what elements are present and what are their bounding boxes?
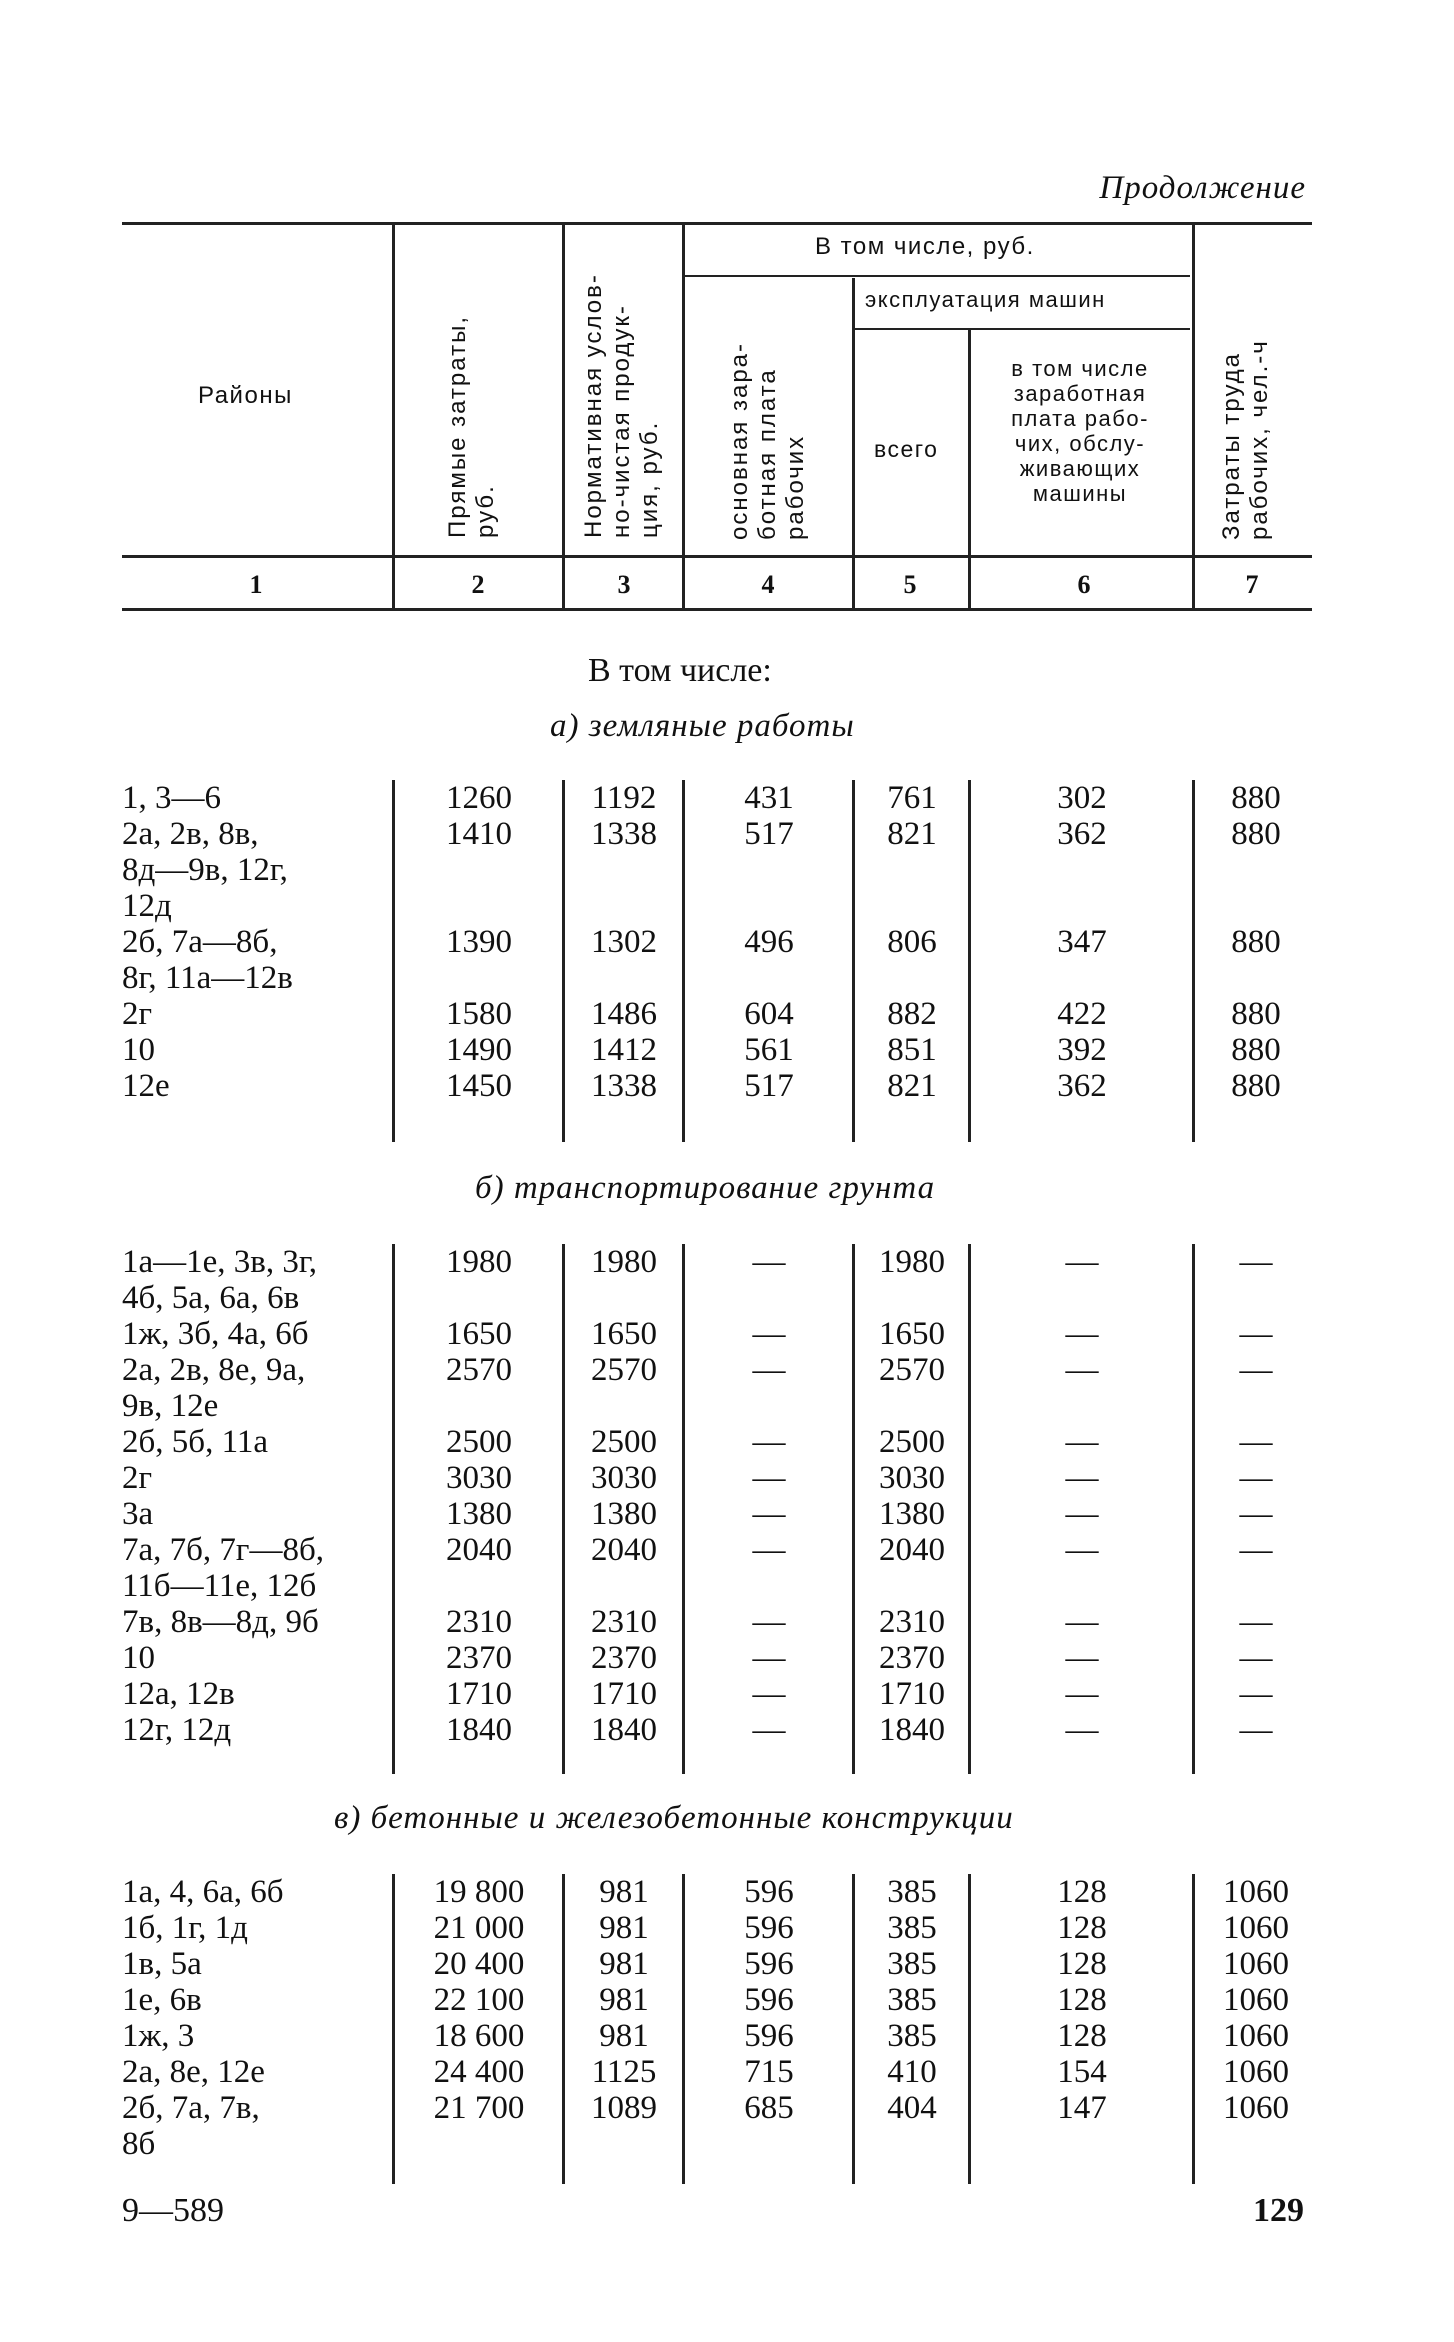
value-cell-c2: 1390 [446, 924, 512, 960]
value-cell-c6: — [1065, 1316, 1099, 1352]
section-vline-1 [392, 1244, 395, 1774]
value-cell-c7: — [1239, 1316, 1273, 1352]
value-cell-c2: 21 000 [433, 1910, 525, 1946]
section-vline-2 [562, 1874, 565, 2184]
value-cell-c2: 1490 [446, 1032, 512, 1068]
section-vline-5 [968, 780, 971, 1142]
colnum-5: 5 [903, 570, 917, 599]
value-cell-c7: 1060 [1223, 2090, 1289, 2126]
region-cell: 2а, 2в, 8е, 9а, 9в, 12е [122, 1352, 306, 1424]
value-cell-c4: — [752, 1352, 786, 1388]
value-cell-c3: 3030 [591, 1460, 657, 1496]
value-cell-c2: 2040 [446, 1532, 512, 1568]
region-cell: 2г [122, 1460, 153, 1496]
value-cell-c4: — [752, 1532, 786, 1568]
value-cell-c6: — [1065, 1244, 1099, 1280]
region-cell: 1е, 6в [122, 1982, 202, 2018]
value-cell-c7: — [1239, 1712, 1273, 1748]
value-cell-c4: 431 [744, 780, 794, 816]
value-cell-c6: 347 [1057, 924, 1107, 960]
value-cell-c2: 18 600 [433, 2018, 525, 2054]
value-cell-c6: — [1065, 1460, 1099, 1496]
value-cell-c5: 385 [887, 1874, 937, 1910]
header-subgroup: эксплуатация машин [865, 287, 1106, 312]
value-cell-c6: 128 [1057, 1910, 1107, 1946]
value-cell-c7: — [1239, 1460, 1273, 1496]
value-cell-c2: 22 100 [433, 1982, 525, 2018]
value-cell-c6: 154 [1057, 2054, 1107, 2090]
header-col5: всего [874, 436, 939, 462]
value-cell-c6: 128 [1057, 1946, 1107, 1982]
value-cell-c6: 392 [1057, 1032, 1107, 1068]
value-cell-c7: 880 [1231, 1068, 1281, 1104]
header-col3: Нормативная услов- но-чистая продук- ция, руб. [580, 273, 663, 538]
header-vline-5 [968, 330, 971, 608]
value-cell-c5: 806 [887, 924, 937, 960]
colnum-3: 3 [617, 570, 631, 599]
value-cell-c7: 1060 [1223, 2054, 1289, 2090]
intro-text: В том числе: [588, 652, 772, 689]
value-cell-c7: — [1239, 1352, 1273, 1388]
value-cell-c2: 20 400 [433, 1946, 525, 1982]
region-cell: 2б, 5б, 11а [122, 1424, 269, 1460]
section-title-c: в) бетонные и железобетонные конструкции [334, 1800, 1014, 1836]
region-cell: 3а [122, 1496, 154, 1532]
value-cell-c5: 385 [887, 2018, 937, 2054]
section-vline-2 [562, 780, 565, 1142]
footer-signature: 9—589 [122, 2192, 224, 2229]
region-cell: 1ж, 3 [122, 2018, 195, 2054]
value-cell-c7: 880 [1231, 1032, 1281, 1068]
region-cell: 1б, 1г, 1д [122, 1910, 248, 1946]
value-cell-c5: 2040 [879, 1532, 945, 1568]
region-cell: 12а, 12в [122, 1676, 235, 1712]
header-col2: Прямые затраты, руб. [444, 315, 499, 538]
value-cell-c3: 1089 [591, 2090, 657, 2126]
section-vline-1 [392, 1874, 395, 2184]
value-cell-c5: 385 [887, 1910, 937, 1946]
value-cell-c4: — [752, 1244, 786, 1280]
value-cell-c5: 1980 [879, 1244, 945, 1280]
region-cell: 12е [122, 1068, 170, 1104]
value-cell-c6: — [1065, 1496, 1099, 1532]
value-cell-c3: 981 [599, 1910, 649, 1946]
header-vline-2 [562, 222, 565, 608]
region-cell: 1ж, 3б, 4а, 6б [122, 1316, 309, 1352]
value-cell-c5: 3030 [879, 1460, 945, 1496]
value-cell-c3: 1710 [591, 1676, 657, 1712]
value-cell-c7: 1060 [1223, 1910, 1289, 1946]
value-cell-c5: 1650 [879, 1316, 945, 1352]
value-cell-c3: 1338 [591, 1068, 657, 1104]
region-cell: 12г, 12д [122, 1712, 232, 1748]
value-cell-c5: 2500 [879, 1424, 945, 1460]
value-cell-c5: 2310 [879, 1604, 945, 1640]
value-cell-c7: 1060 [1223, 1874, 1289, 1910]
value-cell-c4: — [752, 1496, 786, 1532]
value-cell-c5: 851 [887, 1032, 937, 1068]
value-cell-c3: 981 [599, 1946, 649, 1982]
value-cell-c3: 1380 [591, 1496, 657, 1532]
value-cell-c7: — [1239, 1424, 1273, 1460]
value-cell-c4: — [752, 1460, 786, 1496]
value-cell-c3: 2310 [591, 1604, 657, 1640]
value-cell-c7: — [1239, 1640, 1273, 1676]
subgroup-rule [852, 328, 1190, 330]
value-cell-c6: — [1065, 1712, 1099, 1748]
header-mid-rule [122, 555, 1312, 558]
value-cell-c6: — [1065, 1532, 1099, 1568]
value-cell-c2: 1410 [446, 816, 512, 852]
value-cell-c2: 2570 [446, 1352, 512, 1388]
value-cell-c2: 1710 [446, 1676, 512, 1712]
value-cell-c6: 147 [1057, 2090, 1107, 2126]
value-cell-c4: — [752, 1676, 786, 1712]
value-cell-c5: 404 [887, 2090, 937, 2126]
value-cell-c4: — [752, 1640, 786, 1676]
value-cell-c6: 362 [1057, 1068, 1107, 1104]
colnum-4: 4 [761, 570, 775, 599]
value-cell-c7: — [1239, 1604, 1273, 1640]
value-cell-c3: 981 [599, 2018, 649, 2054]
colnum-7: 7 [1245, 570, 1259, 599]
header-bottom-rule [122, 608, 1312, 611]
region-cell: 2а, 8е, 12е [122, 2054, 265, 2090]
value-cell-c7: 1060 [1223, 2018, 1289, 2054]
value-cell-c3: 1980 [591, 1244, 657, 1280]
value-cell-c4: 496 [744, 924, 794, 960]
value-cell-c3: 1338 [591, 816, 657, 852]
value-cell-c4: 561 [744, 1032, 794, 1068]
value-cell-c5: 761 [887, 780, 937, 816]
value-cell-c6: 128 [1057, 1982, 1107, 2018]
value-cell-c7: — [1239, 1676, 1273, 1712]
region-cell: 1а, 4, 6а, 6б [122, 1874, 284, 1910]
value-cell-c2: 2370 [446, 1640, 512, 1676]
header-vline-3 [682, 222, 685, 608]
value-cell-c5: 385 [887, 1946, 937, 1982]
value-cell-c5: 385 [887, 1982, 937, 2018]
value-cell-c5: 1840 [879, 1712, 945, 1748]
value-cell-c6: — [1065, 1676, 1099, 1712]
value-cell-c7: 880 [1231, 996, 1281, 1032]
section-vline-5 [968, 1244, 971, 1774]
colnum-2: 2 [471, 570, 485, 599]
value-cell-c2: 19 800 [433, 1874, 525, 1910]
region-cell: 10 [122, 1640, 155, 1676]
value-cell-c6: — [1065, 1640, 1099, 1676]
region-cell: 2б, 7а—8б, 8г, 11а—12в [122, 924, 293, 996]
group-rule [682, 275, 1190, 277]
section-title-a: а) земляные работы [550, 708, 855, 744]
value-cell-c4: 596 [744, 2018, 794, 2054]
value-cell-c5: 2370 [879, 1640, 945, 1676]
section-vline-6 [1192, 1244, 1195, 1774]
value-cell-c5: 821 [887, 816, 937, 852]
region-cell: 2а, 2в, 8в, 8д—9в, 12г, 12д [122, 816, 288, 924]
value-cell-c7: 880 [1231, 780, 1281, 816]
header-col6: в том числе заработная плата рабо- чих, обслу- живающих машины [1011, 356, 1149, 506]
value-cell-c2: 1650 [446, 1316, 512, 1352]
value-cell-c2: 1260 [446, 780, 512, 816]
value-cell-c2: 1580 [446, 996, 512, 1032]
section-vline-4 [852, 780, 855, 1142]
value-cell-c4: — [752, 1604, 786, 1640]
value-cell-c4: 596 [744, 1946, 794, 1982]
section-vline-2 [562, 1244, 565, 1774]
value-cell-c2: 1840 [446, 1712, 512, 1748]
value-cell-c6: — [1065, 1604, 1099, 1640]
value-cell-c3: 2040 [591, 1532, 657, 1568]
value-cell-c5: 882 [887, 996, 937, 1032]
region-cell: 2г [122, 996, 153, 1032]
section-vline-1 [392, 780, 395, 1142]
value-cell-c7: — [1239, 1496, 1273, 1532]
value-cell-c4: — [752, 1316, 786, 1352]
value-cell-c5: 410 [887, 2054, 937, 2090]
value-cell-c3: 1412 [591, 1032, 657, 1068]
section-vline-3 [682, 1244, 685, 1774]
value-cell-c5: 1710 [879, 1676, 945, 1712]
value-cell-c2: 1380 [446, 1496, 512, 1532]
header-col7: Затраты труда рабочих, чел.-ч [1218, 339, 1273, 540]
header-col4: основная зара- ботная плата рабочих [726, 341, 809, 540]
value-cell-c7: 880 [1231, 816, 1281, 852]
value-cell-c5: 2570 [879, 1352, 945, 1388]
value-cell-c7: — [1239, 1532, 1273, 1568]
header-top-rule [122, 222, 1312, 225]
section-vline-3 [682, 780, 685, 1142]
value-cell-c3: 1486 [591, 996, 657, 1032]
value-cell-c3: 2370 [591, 1640, 657, 1676]
value-cell-c5: 1380 [879, 1496, 945, 1532]
section-vline-6 [1192, 1874, 1195, 2184]
value-cell-c3: 1125 [591, 2054, 657, 2090]
value-cell-c6: 128 [1057, 2018, 1107, 2054]
value-cell-c7: 880 [1231, 924, 1281, 960]
value-cell-c3: 1302 [591, 924, 657, 960]
region-cell: 2б, 7а, 7в, 8б [122, 2090, 260, 2162]
value-cell-c7: 1060 [1223, 1946, 1289, 1982]
value-cell-c3: 981 [599, 1982, 649, 2018]
value-cell-c4: — [752, 1712, 786, 1748]
value-cell-c2: 21 700 [433, 2090, 525, 2126]
value-cell-c4: 715 [744, 2054, 794, 2090]
value-cell-c3: 981 [599, 1874, 649, 1910]
value-cell-c3: 1192 [591, 780, 657, 816]
value-cell-c6: 128 [1057, 1874, 1107, 1910]
value-cell-c6: 362 [1057, 816, 1107, 852]
value-cell-c2: 2310 [446, 1604, 512, 1640]
value-cell-c6: — [1065, 1352, 1099, 1388]
value-cell-c4: 596 [744, 1910, 794, 1946]
header-vline-4 [852, 278, 855, 608]
region-cell: 1а—1е, 3в, 3г, 4б, 5а, 6а, 6в [122, 1244, 317, 1316]
value-cell-c2: 24 400 [433, 2054, 525, 2090]
section-vline-4 [852, 1874, 855, 2184]
value-cell-c7: — [1239, 1244, 1273, 1280]
section-vline-6 [1192, 780, 1195, 1142]
value-cell-c6: — [1065, 1424, 1099, 1460]
region-cell: 7а, 7б, 7г—8б, 11б—11е, 12б [122, 1532, 325, 1604]
value-cell-c4: 604 [744, 996, 794, 1032]
value-cell-c4: 596 [744, 1874, 794, 1910]
section-vline-3 [682, 1874, 685, 2184]
value-cell-c3: 1650 [591, 1316, 657, 1352]
value-cell-c4: 685 [744, 2090, 794, 2126]
value-cell-c5: 821 [887, 1068, 937, 1104]
value-cell-c7: 1060 [1223, 1982, 1289, 2018]
value-cell-c4: 517 [744, 1068, 794, 1104]
colnum-6: 6 [1077, 570, 1091, 599]
section-title-b: б) транспортирование грунта [475, 1170, 936, 1206]
section-vline-4 [852, 1244, 855, 1774]
value-cell-c3: 1840 [591, 1712, 657, 1748]
region-cell: 10 [122, 1032, 155, 1068]
value-cell-c3: 2500 [591, 1424, 657, 1460]
header-vline-1 [392, 222, 395, 608]
value-cell-c6: 422 [1057, 996, 1107, 1032]
header-vline-6 [1192, 222, 1195, 608]
value-cell-c2: 2500 [446, 1424, 512, 1460]
value-cell-c6: 302 [1057, 780, 1107, 816]
value-cell-c4: — [752, 1424, 786, 1460]
value-cell-c3: 2570 [591, 1352, 657, 1388]
region-cell: 1в, 5а [122, 1946, 202, 1982]
section-vline-5 [968, 1874, 971, 2184]
value-cell-c2: 1980 [446, 1244, 512, 1280]
region-cell: 7в, 8в—8д, 9б [122, 1604, 319, 1640]
value-cell-c2: 3030 [446, 1460, 512, 1496]
colnum-1: 1 [249, 570, 263, 599]
value-cell-c4: 517 [744, 816, 794, 852]
continuation-label: Продолжение [1099, 170, 1306, 206]
page-number: 129 [1253, 2192, 1304, 2229]
header-group: В том числе, руб. [815, 233, 1035, 260]
region-cell: 1, 3—6 [122, 780, 221, 816]
header-col1: Районы [198, 382, 293, 409]
value-cell-c4: 596 [744, 1982, 794, 2018]
value-cell-c2: 1450 [446, 1068, 512, 1104]
